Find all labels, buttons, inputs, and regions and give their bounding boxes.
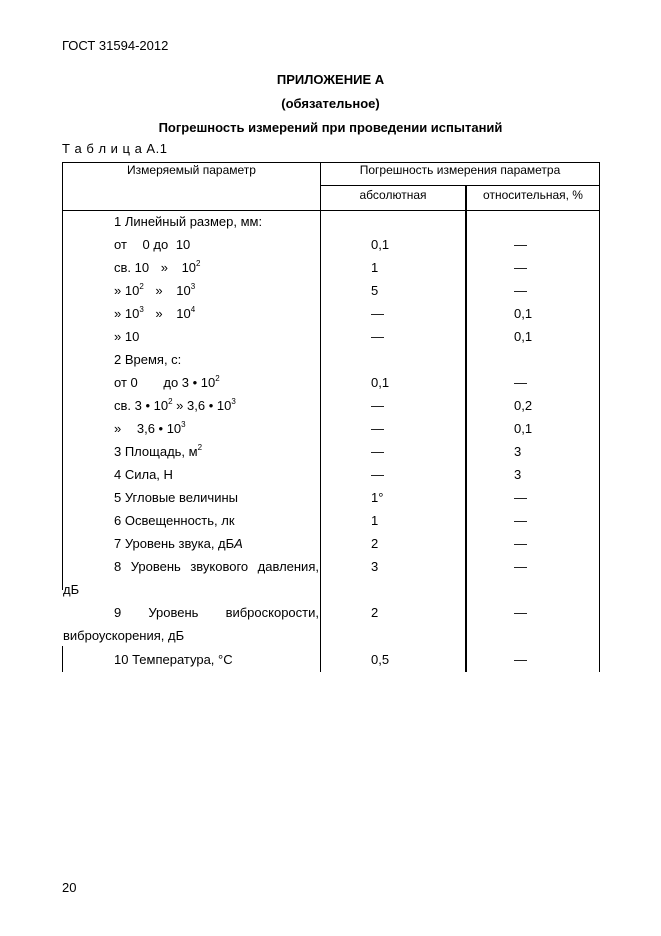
abs-rel-divider [465,185,467,672]
rel-value: 3 [514,467,522,482]
page-number: 20 [62,880,77,895]
range-from: » $10^2$ [114,282,144,298]
table-row [114,260,201,275]
table-left-border-bottom [62,646,63,672]
table-row: 4 Сила, Н [114,467,173,482]
rel-value: — [514,513,527,528]
table-right-border [599,162,600,672]
table-row [114,306,195,321]
range-from: от 0 [114,375,138,390]
range-from: 0 до [142,237,169,252]
abs-value: 0,1 [371,375,390,390]
rel-value: — [514,283,527,298]
document-code: ГОСТ 31594-2012 [62,38,169,53]
rel-value: — [514,260,527,275]
rel-value: — [514,559,527,574]
range-sep: » [114,421,122,436]
table-row: 7 Уровень звука, дБА [114,536,243,551]
range-sep: » [155,283,163,298]
table-row [114,421,186,436]
abs-value: — [371,398,384,413]
col-header-abs: абсолютная [359,188,427,202]
table-caption: Т а б л и ц а А.1 [62,141,168,156]
table-row: 6 Освещенность, лк [114,513,235,528]
range-to: $10^2$ [181,259,201,275]
table-row [114,398,236,413]
row-number: 9 [114,605,122,620]
range-prefix: св. 10 [114,260,150,275]
row-time-title: 2 Время, с: [114,352,182,367]
range-sep: » [160,260,168,275]
range-prefix: от [114,237,127,252]
abs-value: 2 [371,536,379,551]
appendix-status: (обязательное) [281,96,380,111]
table-row [114,559,319,574]
range-sep: » [155,306,163,321]
table-row: 3 Площадь, $м^2$ [114,443,203,459]
abs-value: — [371,306,384,321]
range-to: до 3 • $10^2$ [163,374,220,390]
abs-value: 5 [371,283,379,298]
range-to: » 3,6 • $10^3$ [172,397,236,413]
table-left-border-body [62,210,63,590]
range-to: $10^3$ [176,282,196,298]
rel-value: — [514,490,527,505]
rel-value: — [514,536,527,551]
range-to: 3,6 • $10^3$ [136,420,186,436]
table-row [114,237,190,252]
table-row: » 10 [114,329,140,344]
abs-value: 1° [371,490,384,505]
header-bottom-border [62,210,600,211]
abs-value: 3 [371,559,379,574]
range-from: св. 3 • $10^2$ [114,397,173,413]
rel-value: 0,1 [514,306,533,321]
row-linear-size-title: 1 Линейный размер, мм: [114,214,263,229]
abs-value: 0,1 [371,237,390,252]
abs-value: — [371,421,384,436]
rel-value: — [514,652,527,667]
table-row: 10 Температура, °С [114,652,233,667]
table-row: 5 Угловые величины [114,490,238,505]
rel-value: 3 [514,444,522,459]
table-row [114,605,319,620]
table-row [114,283,195,298]
rel-value: 0,2 [514,398,533,413]
abs-value: — [371,444,384,459]
range-to: 10 [175,237,191,252]
range-from: » $10^3$ [114,305,144,321]
word: Уровень [148,605,199,620]
abs-value: 2 [371,605,379,620]
rel-value: 0,1 [514,329,533,344]
table-row [114,375,220,390]
word: Уровень [130,559,181,574]
rel-value: — [514,605,527,620]
abs-value: 0,5 [371,652,390,667]
col-header-param: Измеряемый параметр [127,163,256,177]
appendix-title: ПРИЛОЖЕНИЕ А [276,72,385,87]
rel-value: — [514,375,527,390]
row-continuation: виброускорения, дБ [63,628,185,643]
abs-value: — [371,467,384,482]
rel-value: 0,1 [514,421,533,436]
row-continuation: дБ [63,582,80,597]
word: звукового [190,559,249,574]
abs-value: 1 [371,260,379,275]
subheader-divider [320,185,600,186]
abs-value: 1 [371,513,379,528]
col-header-error: Погрешность измерения параметра [359,163,561,177]
word: виброскорости, [225,605,319,620]
rel-value: — [514,237,527,252]
abs-value: — [371,329,384,344]
col-header-rel: относительная, % [483,188,583,202]
range-to: $10^4$ [176,305,196,321]
param-divider-body [320,210,321,672]
word: давления, [257,559,319,574]
appendix-subtitle: Погрешность измерений при проведении испытаний [158,120,503,135]
row-number: 8 [114,559,122,574]
